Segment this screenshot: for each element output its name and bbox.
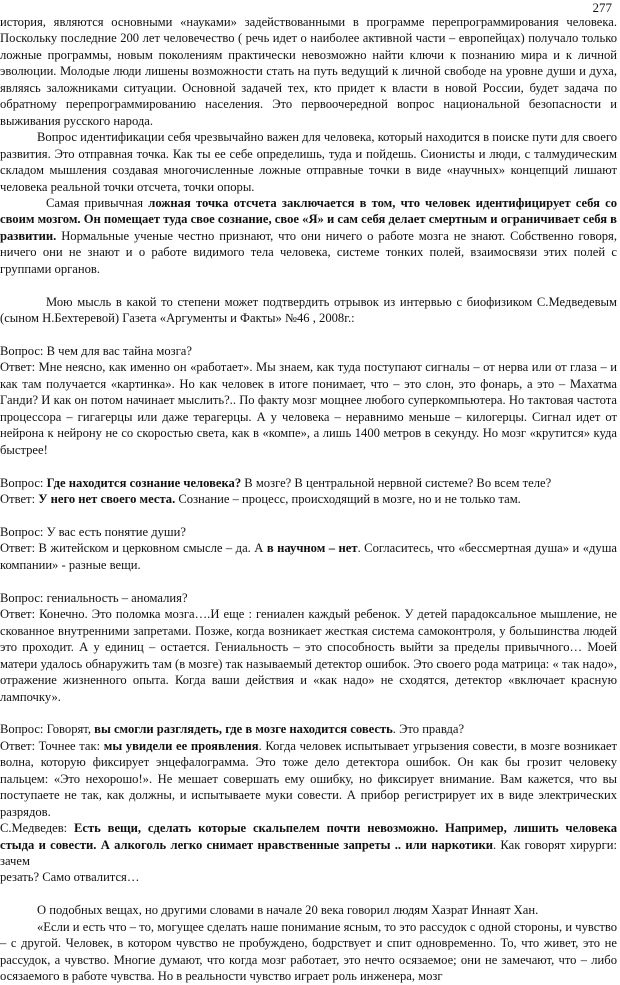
answer-5 [0,738,617,820]
text-run: . Когда человек испытывает угрызения совести, в мозге возникает волна, которую фиксирует энцефалограмма. Это тоже дело детектора ошибок. Он как бы грозит человеку пальцем: «Это нехорошо!». Не мешает совершать ему ошибку, но фиксирует внимание. Вам кажется, что вы поступаете не так, как должны, и испытываете муки совести. А прибор регистрирует их в виде электрических разрядов. [0,738,618,819]
question-5 [0,721,617,737]
text-run: Нормальные ученые честно признают, что они ничего о работе мозга не знают. Собственно говоря, ничего они не знают и о работе видимого тела человека, системе тонких полей, взаимосвязи этих полей с группами органов. [0,228,617,276]
text-run: Вопрос: Говорят, [0,722,95,737]
page-number: 277 [592,0,612,15]
text-run: В мозге? В центральной нервной системе? Во всем теле? [241,475,552,490]
question-1: Вопрос: В чем для вас тайна мозга? [0,344,192,359]
paragraph-intro: история, являются основными «науками» задействованными в программе перепрограммирования человека. Поскольку последние 200 лет человечество ( речь идет о наиболее активной части – европейцах) получало только ложные программы, новым поколениям практически невозможно найти ключи к познанию мира и к личной эволюции. Молодые люди лишены возможности стать на путь ведущий к личной свободе на уровне души и духа, являясь заложниками ситуации. Основной задачей тех, кто придет к власти в новой России, будет задача по обратному перепрограммированию населения. Это первоочередной вопрос национальной безопасности и выживания русского народа. [0,15,617,128]
text-run: С.Медведев: [0,821,74,836]
spacer [0,508,617,524]
question-4: Вопрос: гениальность – аномалия? [0,590,188,605]
paragraph-inayat-khan: О подобных вещах, но другими словами в начале 20 века говорил людям Хазрат Иннаят Хан. [37,903,539,918]
bold-text: в научном – нет [266,541,358,556]
text-run: . Согласитесь, что «бессмертная душа» и «душа компании» - разные вещи. [0,541,618,572]
text-run: Ответ: [0,492,39,507]
paragraph-false-reference [0,195,617,277]
text-run: Сознание – процесс, происходящий в мозге, но и не только там. [175,492,521,507]
question-2 [0,475,617,491]
bold-text: ложная точка отсчета заключается в том, что человек идентифицирует себя со своим мозгом. Он помещает туда свое сознание, свое «Я» и сам себя делает смертным и ограничивает себя в развитии. [0,195,617,243]
bold-text: мы увидели ее проявления [103,738,259,753]
bold-text: Есть вещи, сделать которые скальпелем почти невозможно. Например, лишить человека стыда и совести. А алкоголь легко снимает нравственные запреты .. или наркотики [0,821,617,852]
bold-text: У него нет своего места. [38,492,176,507]
text-run: Ответ: Точнее так: [0,738,104,753]
paragraph-interview-intro: Мою мысль в какой то степени может подтвердить отрывок из интервью с биофизиком С.Медведевым (сыном Н.Бехтеревой) Газета «Аргументы и Факты» №46 , 2008г.: [0,294,617,326]
spacer [0,573,617,589]
answer-3 [0,540,617,573]
question-3: Вопрос: У вас есть понятие души? [0,524,186,539]
spacer [0,327,617,343]
spacer [0,705,617,721]
paragraph-quote: «Если и есть что – то, могущее сделать наше понимание ясным, то это рассудок с одной стороны, и чувство – с другой. Человек, в котором чувство не пробуждено, бодрствует и спит одновременно. То, что живет, это не рассудок, а чувство. Многие думают, что когда мозг работает, это нечто осязаемое; они не замечают, что – либо осязаемого в работе чувства. Но в реальности чувство играет роль инженера, мозг [0,919,617,984]
page-body [0,14,617,985]
paragraph-identification: Вопрос идентификации себя чрезвычайно важен для человека, который находится в поиске пути для своего развития. Это отправная точка. Как ты ее себе определишь, туда и пойдешь. Сионисты и люди, с талмудическим складом мышления создавая многочисленные ложные отправные точки в виде «научных» концепций лишают человека реальной точки отсчета, точки опоры. [0,130,617,194]
text-run: Самая привычная [46,195,149,210]
text-run: . Это правда? [392,722,465,737]
medvedev-remark-end: резать? Само отвалится… [0,870,140,885]
spacer [0,277,617,293]
spacer [0,886,617,902]
answer-2 [0,491,617,507]
bold-text: вы смогли разглядеть, где в мозге находится совесть [94,722,393,737]
medvedev-remark [0,820,617,869]
answer-4: Ответ: Конечно. Это поломка мозга….И еще : гениален каждый ребенок. У детей парадоксальное мышление, не скованное внутренними запретами. Позже, когда возникает жесткая система самоконтроля, у большинства людей это проходит. А у единиц – остается. Гениальность – это способность выйти за пределы привычного… Моей матери удалось обнаружить там (в мозге) так называемый детектор ошибок. Это своего рода матрица: « так надо», отражение жизненного опыта. Когда ваши действия и «как надо» не сходятся, детектор «включает красную лампочку». [0,607,617,704]
text-run: Ответ: В житейском и церковном смысле – да. А [0,541,267,556]
spacer [0,458,617,474]
bold-text: Где находится сознание человека? [46,475,242,490]
text-run: . Как говорят хирурги: зачем [0,837,617,869]
text-run: Вопрос: [0,475,47,490]
answer-1: Ответ: Мне неясно, как именно он «работает». Мы знаем, как туда поступают сигналы – от нерва или от глаза – и как там получается «картинка». Но как человек в итоге понимает, что – это слон, это фонарь, а это – Махатма Ганди? И как он потом начинает мыслить?.. По факту мозг мощнее любого суперкомпьютера. Но тактовая частота процессора – гигагерцы или даже терагерцы. А у человека – неравнимо меньше – килогерцы. Сигнал идет от нейрона к нейрону не со скоростью света, как в «компе», а лишь 1400 метров в секунду. Но мозг «крутится» куда быстрее! [0,360,617,457]
